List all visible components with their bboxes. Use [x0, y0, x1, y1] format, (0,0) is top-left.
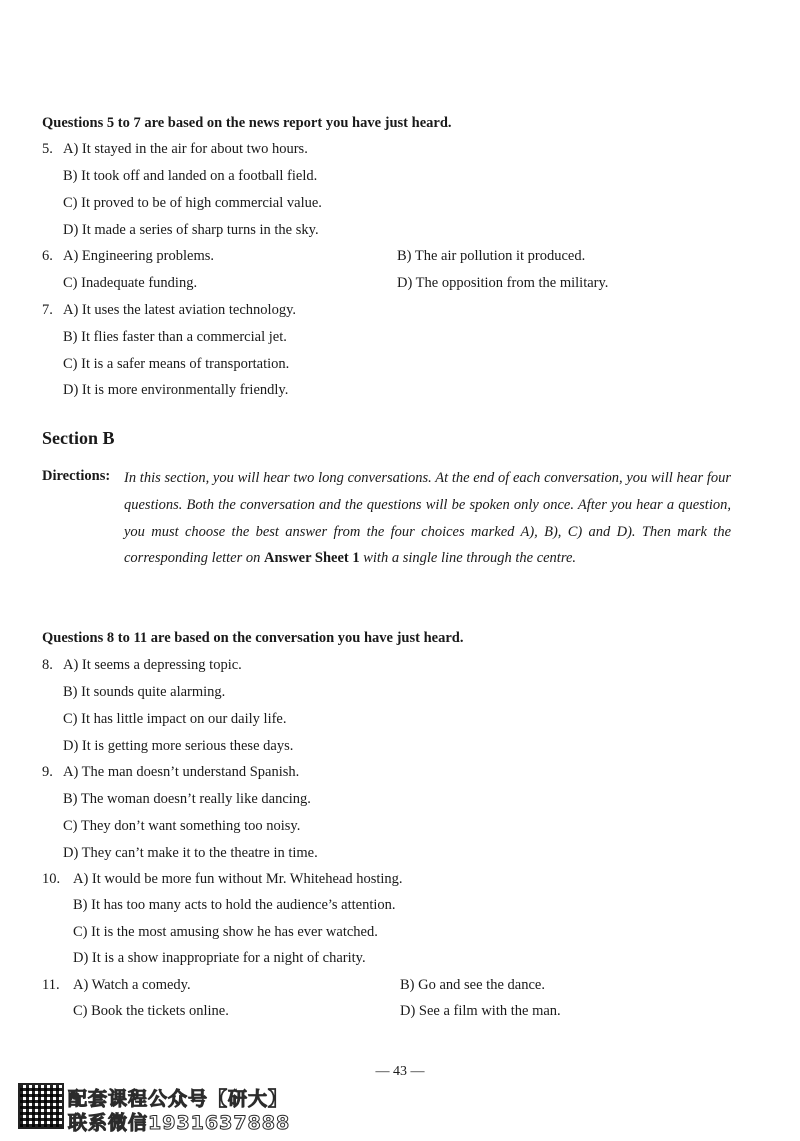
- q8-option-a: A) It seems a depressing topic.: [63, 657, 242, 673]
- section-b-title: Section B: [42, 428, 115, 448]
- directions-label: Directions:: [42, 468, 111, 484]
- q8-option-c: C) It has little impact on our daily life.: [63, 711, 287, 727]
- q5-number: 5.: [42, 141, 53, 157]
- q9-option-c: C) They don’t want something too noisy.: [63, 818, 301, 834]
- q10-option-b: B) It has too many acts to hold the audience’s attention.: [73, 897, 396, 913]
- q9-number: 9.: [42, 764, 53, 780]
- qr-code-icon: [18, 1083, 64, 1129]
- q9-option-b: B) The woman doesn’t really like dancing.: [63, 791, 311, 807]
- watermark-line-2: 联系微信1931637888: [68, 1112, 291, 1134]
- q11-option-d: D) See a film with the man.: [400, 1003, 561, 1019]
- questions-8-11-heading: Questions 8 to 11 are based on the conversation you have just heard.: [42, 630, 464, 646]
- q7-option-d: D) It is more environmentally friendly.: [63, 382, 289, 398]
- q10-option-d: D) It is a show inappropriate for a night of charity.: [73, 950, 366, 966]
- q8-number: 8.: [42, 657, 53, 673]
- answer-sheet-label: Answer Sheet 1: [264, 550, 360, 567]
- q9-option-a: A) The man doesn’t understand Spanish.: [63, 764, 300, 780]
- directions-part1: In this section, you will hear two long conversations. At the end of each conversation, you will hear four questions. Both the conversation and the questions will be spoken only once. After you hear a question, you must choose the best answer from the four choices marked A), B), C) and D). Then mark the corresponding letter on: [124, 470, 731, 567]
- q6-option-d: D) The opposition from the military.: [397, 275, 609, 291]
- questions-5-7-heading: Questions 5 to 7 are based on the news report you have just heard.: [42, 115, 452, 131]
- q11-option-b: B) Go and see the dance.: [400, 977, 545, 993]
- q8-option-d: D) It is getting more serious these days.: [63, 738, 294, 754]
- q11-option-a: A) Watch a comedy.: [73, 977, 191, 993]
- q8-option-b: B) It sounds quite alarming.: [63, 684, 226, 700]
- q6-number: 6.: [42, 248, 53, 264]
- q7-option-c: C) It is a safer means of transportation.: [63, 356, 290, 372]
- q7-option-a: A) It uses the latest aviation technology.: [63, 302, 297, 318]
- q5-option-d: D) It made a series of sharp turns in the sky.: [63, 222, 319, 238]
- q6-option-c: C) Inadequate funding.: [63, 275, 198, 291]
- q11-option-c: C) Book the tickets online.: [73, 1003, 229, 1019]
- q7-number: 7.: [42, 302, 53, 318]
- directions-text: [124, 465, 731, 572]
- directions-part2: with a single line through the centre.: [359, 550, 577, 567]
- page-number: — 43 —: [375, 1064, 425, 1079]
- q11-number: 11.: [42, 977, 60, 993]
- watermark-line-1: 配套课程公众号【研大】: [68, 1088, 289, 1110]
- q6-option-b: B) The air pollution it produced.: [397, 248, 586, 264]
- q5-option-a: A) It stayed in the air for about two hours.: [63, 141, 308, 157]
- q10-number: 10.: [42, 871, 61, 887]
- q10-option-a: A) It would be more fun without Mr. Whitehead hosting.: [73, 871, 403, 887]
- q6-option-a: A) Engineering problems.: [63, 248, 215, 264]
- q5-option-b: B) It took off and landed on a football field.: [63, 168, 318, 184]
- q10-option-c: C) It is the most amusing show he has ever watched.: [73, 924, 378, 940]
- q9-option-d: D) They can’t make it to the theatre in time.: [63, 845, 318, 861]
- q7-option-b: B) It flies faster than a commercial jet.: [63, 329, 287, 345]
- q5-option-c: C) It proved to be of high commercial value.: [63, 195, 322, 211]
